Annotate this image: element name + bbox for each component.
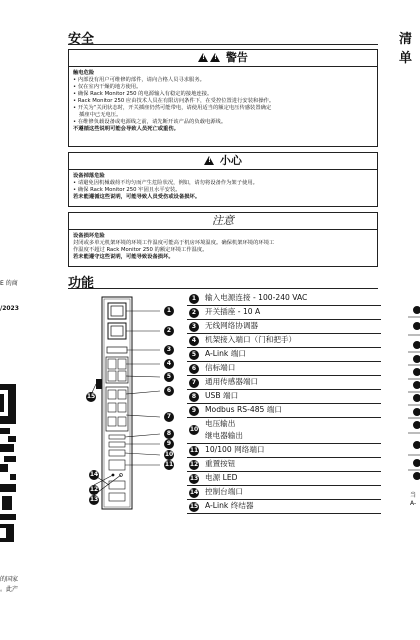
caution-conclusion: 若未能遵循这些说明，可能导致人员受伤或设备损坏。 [73,194,201,200]
legend-text: 继电器输出 [205,431,243,440]
section-title-features: 功能 [68,276,95,291]
callout-5: 5 [164,372,174,382]
callout-4: 4 [164,359,174,369]
caution-triangle-icon [204,156,214,165]
legend-number-badge: 15 [189,502,199,510]
notice-heading: 注意 [212,214,234,227]
left-page-fragment: /2023 [0,305,19,312]
legend-row [187,362,381,376]
legend-text: 无线网络协调器 [205,321,259,330]
callout-6: 6 [164,386,174,396]
legend-row [187,472,381,486]
callout-7: 7 [164,412,174,422]
callout-9: 9 [164,439,174,449]
legend-row [187,486,381,500]
warning-bullet: • 确保 Rack Monitor 250 的电源输入有稳定的接地连接。 [73,91,373,98]
legend-text: 机架接入端口（门和把手） [205,335,297,344]
legend-row [187,292,381,306]
legend-text: A-Link 终结器 [205,501,254,510]
warning-triangle-icon [198,53,208,62]
title-rule [68,44,378,45]
legend-row [187,500,381,514]
legend-number-badge: 13 [189,474,199,482]
warning-bullet: • 内部没有用户可维修的部件，请向合格人员寻求服务。 [73,77,373,84]
warning-triangle-icon [210,53,220,62]
warning-bullet: • 仅在室内干燥的地方使用。 [73,84,373,91]
callout-12: 12 [89,486,99,493]
legend-row [187,444,381,458]
legend-text: 电压输出 [205,419,236,428]
legend-text: 通用传感器端口 [205,377,259,386]
warning-box [68,49,378,147]
callout-15: 15 [86,393,96,400]
caution-header [69,153,377,170]
legend-row [187,390,381,404]
legend-row [187,404,381,418]
callout-3: 3 [164,345,174,355]
callout-13: 13 [89,496,99,503]
legend-row [187,320,381,334]
legend-text: 10/100 网络端口 [205,445,265,454]
warning-label: 触电危险 [73,70,95,76]
legend-text: USB 端口 [205,391,239,400]
legend-row [187,334,381,348]
notice-box [68,212,378,267]
left-page-fragment: 。此产 [0,586,19,593]
caution-bullet: • 确保 Rack Monitor 250 牢固且水平安装。 [73,187,373,194]
legend-number-badge: 12 [189,460,199,468]
legend-text: A-Link 端口 [205,349,246,358]
features-rule [68,288,378,289]
legend-row [187,376,381,390]
legend-number-badge: 2 [189,308,199,318]
legend-text: Modbus RS-485 端口 [205,405,282,414]
caution-box [68,152,378,207]
legend-number-badge: 6 [189,364,199,374]
legend-number-badge: 10 [189,426,199,433]
features-legend [187,292,381,514]
notice-label: 设备损坏危险 [73,233,105,239]
caution-label: 设备掉落危险 [73,173,105,179]
section-title-safety: 安全 [68,32,95,47]
warning-conclusion: 不遵循这些说明可能会导致人员死亡或重伤。 [73,126,179,132]
legend-row [187,458,381,472]
legend-text: 开关插座 - 10 A [205,307,261,316]
callout-14: 14 [89,471,99,478]
callout-11: 11 [164,461,174,468]
right-page-legend-fragment [408,305,420,480]
legend-text: 输入电源连接 - 100-240 VAC [205,293,308,302]
qr-code-fragment [0,384,18,542]
caution-heading: 小心 [219,154,242,167]
left-page-fragment: 的国家 [0,576,19,583]
legend-number-badge: 5 [189,350,199,360]
legend-number-badge: 1 [189,294,199,304]
legend-number-badge: 11 [189,446,199,454]
legend-number-badge: 7 [189,378,199,388]
notice-text: 封闭或多单元机架环境的环境工作温度可能高于机房环境温度。确保机架环境的环境工 [73,240,275,246]
right-page-fragment: A- [410,500,417,507]
notice-body [69,230,377,264]
legend-text: 控制台端口 [205,487,243,496]
a-link-terminator [96,379,102,389]
callout-10: 10 [164,451,174,458]
caution-body [69,170,377,204]
notice-text: 作温度不超过 Rack Monitor 250 的额定环境工作温度。 [73,247,208,253]
warning-bullet-cont: 插座中已无电压。 [79,112,122,118]
legend-number-badge: 8 [189,392,199,402]
section-title-checklist: 清单 [399,32,413,66]
callout-8: 8 [164,429,174,439]
legend-row [187,306,381,320]
warning-bullet: • Rack Monitor 250 应由技术人员在有限访问条件下，在受控位置进行安装和操作。 [73,98,373,105]
left-page-fragment: E 的商 [0,280,18,287]
warning-header [69,50,377,67]
callout-1: 1 [164,306,174,316]
legend-row [187,348,381,362]
legend-text: 重置按钮 [205,459,236,468]
right-page-fragment: 当 [410,492,417,499]
legend-text: 信标端口 [205,363,236,372]
legend-number-badge: 4 [189,336,199,346]
warning-bullet: • 在维修负载设备或电源线之前，请先断开该产品的负载电源线。 [73,119,373,126]
warning-body [69,67,377,136]
warning-heading: 警告 [225,51,248,64]
legend-number-badge: 14 [189,488,199,496]
legend-text: 电源 LED [205,473,238,482]
caution-bullet: • 请避免因机械载荷不均匀而产生危险状况，例如，请勿将设备作为架子使用。 [73,180,373,187]
wireless-coordinator [107,347,127,353]
warning-bullet: • 开关为“关闭状态时，开关插座仍然可能带电，请使用适当的额定电压传感装置确定 [73,105,373,112]
legend-row [187,418,381,444]
callout-2: 2 [164,326,174,336]
legend-number-badge: 3 [189,322,199,332]
notice-header [69,213,377,230]
legend-number-badge: 9 [189,406,199,416]
notice-conclusion: 若未能遵守这些说明，可能导致设备损坏。 [73,254,174,260]
